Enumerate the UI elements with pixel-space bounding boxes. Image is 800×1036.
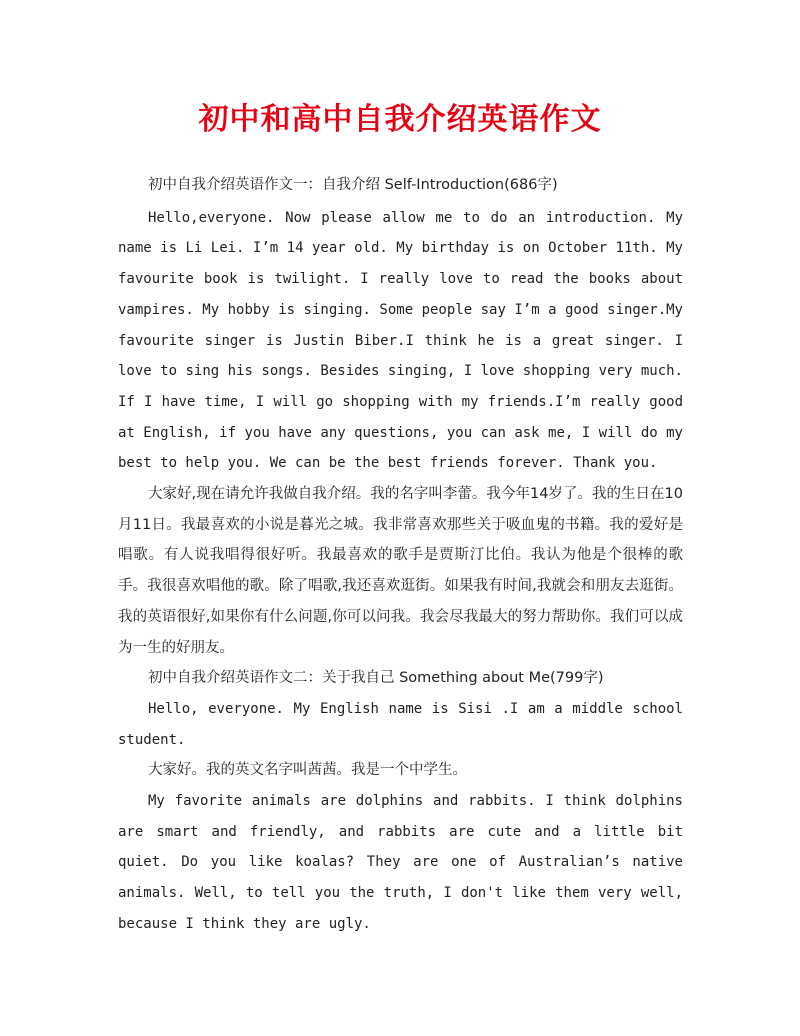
section-heading-2: 初中自我介绍英语作文二：关于我自己 Something about Me(799字) — [148, 670, 604, 687]
paragraph-english-2: Hello, everyone. My English name is Sisi .I am a middle school student. — [118, 700, 683, 748]
document-title: 初中和高中自我介绍英语作文 — [198, 102, 602, 137]
document-body — [118, 170, 683, 940]
paragraph-english-3: My favorite animals are dolphins and rabbits. I think dolphins are smart and friendly, and rabbits are cute and a little bit quiet. Do you like koalas? They are one of Australian’s native animals. Well, to tell you the truth, I don't like them very well, because I think they are ugly. — [118, 793, 683, 932]
paragraph-english-1: Hello,everyone. Now please allow me to do an introduction. My name is Li Lei. I’m 14 year old. My birthday is on October 11th. My favourite book is twilight. I really love to read the books about vampires. My hobby is singing. Some people say I’m a good singer.My favourite singer is Justin Biber.I think he is a great singer. I love to sing his songs. Besides singing, I love shopping very much. If I have time, I will go shopping with my friends.I’m really good at English, if you have any questions, you can ask me, I will do my best to help you. We can be the best friends forever. Thank you. — [118, 209, 683, 472]
section-heading-1: 初中自我介绍英语作文一：自我介绍 Self-Introduction(686字) — [148, 177, 558, 193]
paragraph-chinese-2: 大家好。我的英文名字叫茜茜。我是一个中学生。 — [148, 762, 467, 779]
paragraph-chinese-1: 大家好,现在请允许我做自我介绍。我的名字叫李蕾。我今年14岁了。我的生日在10月11日。我最喜欢的小说是暮光之城。我非常喜欢那些关于吸血鬼的书籍。我的爱好是唱歌。有人说我唱得很好听。我最喜欢的歌手是贾斯汀比伯。我认为他是个很棒的歌手。我很喜欢唱他的歌。除了唱歌,我还喜欢逛街。如果我有时间,我就会和朋友去逛街。我的英语很好,如果你有什么问题,你可以问我。我会尽我最大的努力帮助你。我们可以成为一生的好朋友。 — [118, 486, 683, 656]
